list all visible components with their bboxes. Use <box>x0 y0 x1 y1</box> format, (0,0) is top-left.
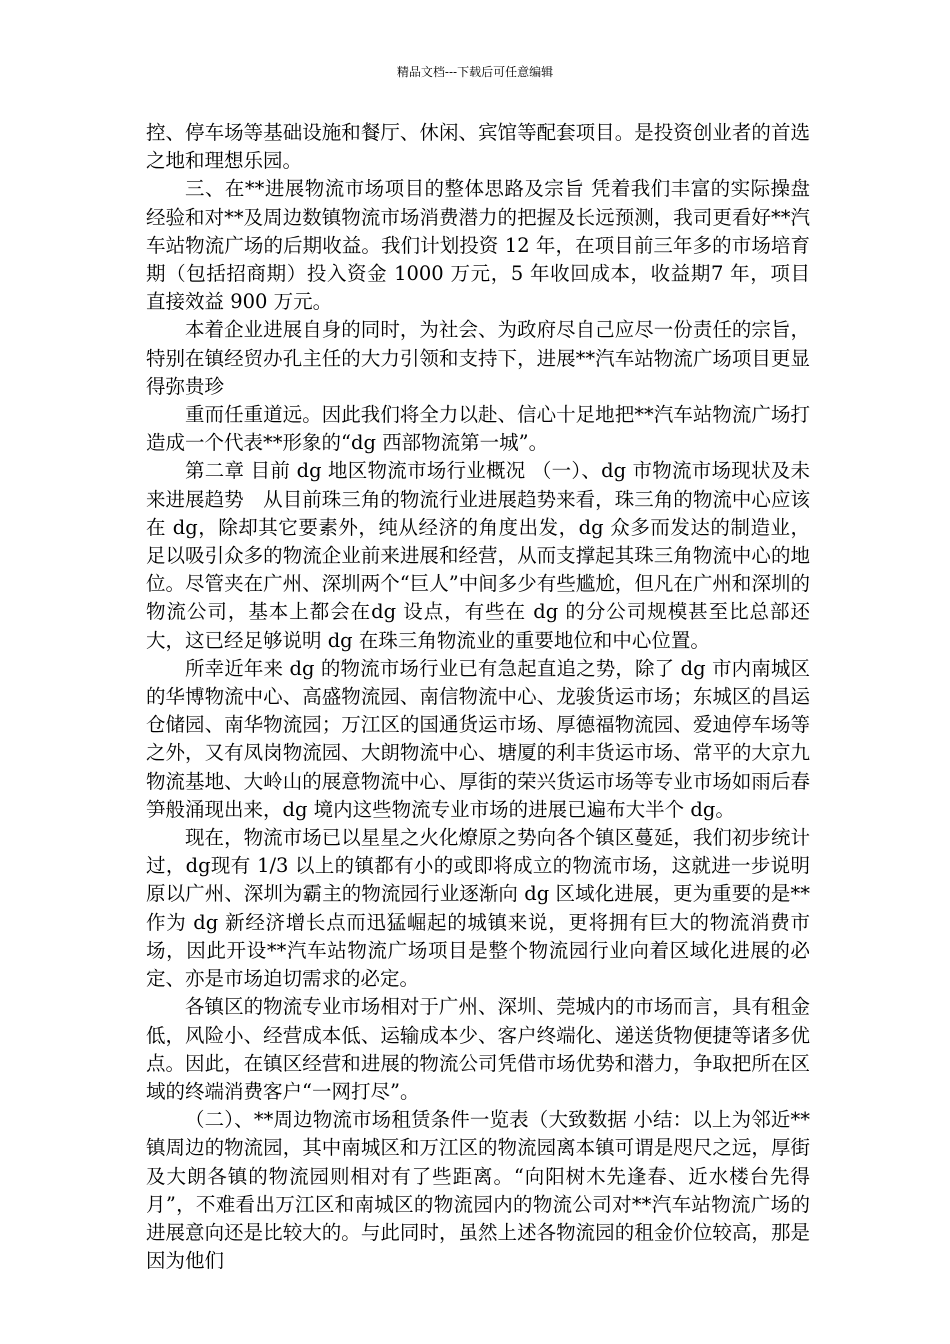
paragraph-1: 控、停车场等基础设施和餐厅、休闲、宾馆等配套项目。是投资创业者的首选之地和理想乐园。 <box>146 121 810 173</box>
paragraph-4: 重而任重道远。因此我们将全力以赴、信心十足地把**汽车站物流广场打造成一个代表**形象的“dg 西部物流第一城”。 <box>146 403 810 455</box>
paragraph-2: 三、在**进展物流市场项目的整体思路及宗旨 凭着我们丰富的实际操盘经验和对**及周边数镇物流市场消费潜力的把握及长远预测，我司更看好**汽车站物流广场的后期收益。我们计划投资 12 年，在项目前三年多的市场培育期（包括招商期）投入资金 1000 万元，5 年收回成本，收益期7 年，项目直接效益 900 万元。 <box>146 177 810 314</box>
paragraph-9: （二）、**周边物流市场租赁条件一览表（大致数据 小结：以上为邻近**镇周边的物流园，其中南城区和万江区的物流园离本镇可谓是咫尺之远，厚街及大朗各镇的物流园则相对有了些距离。“向阳树木先逢春、近水楼台先得月”，不难看出万江区和南城区的物流园内的物流公司对**汽车站物流广场的进展意向还是比较大的。与此同时，虽然上述各物流园的租金价位较高，那是因为他们 <box>146 1108 810 1273</box>
paragraph-8: 各镇区的物流专业市场相对于广州、深圳、莞城内的市场而言，具有租金低，风险小、经营成本低、运输成本少、客户终端化、递送货物便捷等诸多优点。因此，在镇区经营和进展的物流公司凭借市场优势和潜力，争取把所在区域的终端消费客户“一网打尽”。 <box>146 995 810 1103</box>
paragraph-7: 现在，物流市场已以星星之火化燎原之势向各个镇区蔓延，我们初步统计过，dg现有 1/3 以上的镇都有小的或即将成立的物流市场，这就进一步说明原以广州、深圳为霸主的物流园行业逐渐向 dg 区域化进展，更为重要的是**作为 dg 新经济增长点而迅猛崛起的城镇来说，更将拥有巨大的物流消费市场，因此开设**汽车站物流广场项目是整个物流园行业向着区域化进展的必定、亦是市场迫切需求的必定。 <box>146 826 810 991</box>
paragraph-5: 第二章 目前 dg 地区物流市场行业概况 （一）、dg 市物流市场现状及未来进展趋势 从目前珠三角的物流行业进展趋势来看，珠三角的物流中心应该在 dg，除却其它要素外，纯从经济的角度出发，dg 众多而发达的制造业，足以吸引众多的物流企业前来进展和经营，从而支撑起其珠三角物流中心的地位。尽管夹在广州、深圳两个“巨人”中间多少有些尴尬，但凡在广州和深圳的物流公司，基本上都会在dg 设点，有些在 dg 的分公司规模甚至比总部还大，这已经足够说明 dg 在珠三角物流业的重要地位和中心位置。 <box>146 459 810 652</box>
paragraph-3: 本着企业进展自身的同时，为社会、为政府尽自己应尽一份责任的宗旨，特别在镇经贸办孔主任的大力引领和支持下，进展**汽车站物流广场项目更显得弥贵珍 <box>146 318 810 398</box>
page-header: 精品文档---下载后可任意编辑 <box>396 65 554 79</box>
paragraph-6: 所幸近年来 dg 的物流市场行业已有急起直追之势，除了 dg 市内南城区的华博物流中心、高盛物流园、南信物流中心、龙骏货运市场；东城区的昌运仓储园、南华物流园；万江区的国通货运市场、厚德福物流园、爱迪停车场等之外，又有凤岗物流园、大朗物流中心、塘厦的利丰货运市场、常平的大京九物流基地、大岭山的展意物流中心、厚街的荣兴货运市场等专业市场如雨后春笋般涌现出来，dg 境内这些物流专业市场的进展已遍布大半个 dg。 <box>146 656 810 821</box>
document-body <box>146 119 810 1275</box>
